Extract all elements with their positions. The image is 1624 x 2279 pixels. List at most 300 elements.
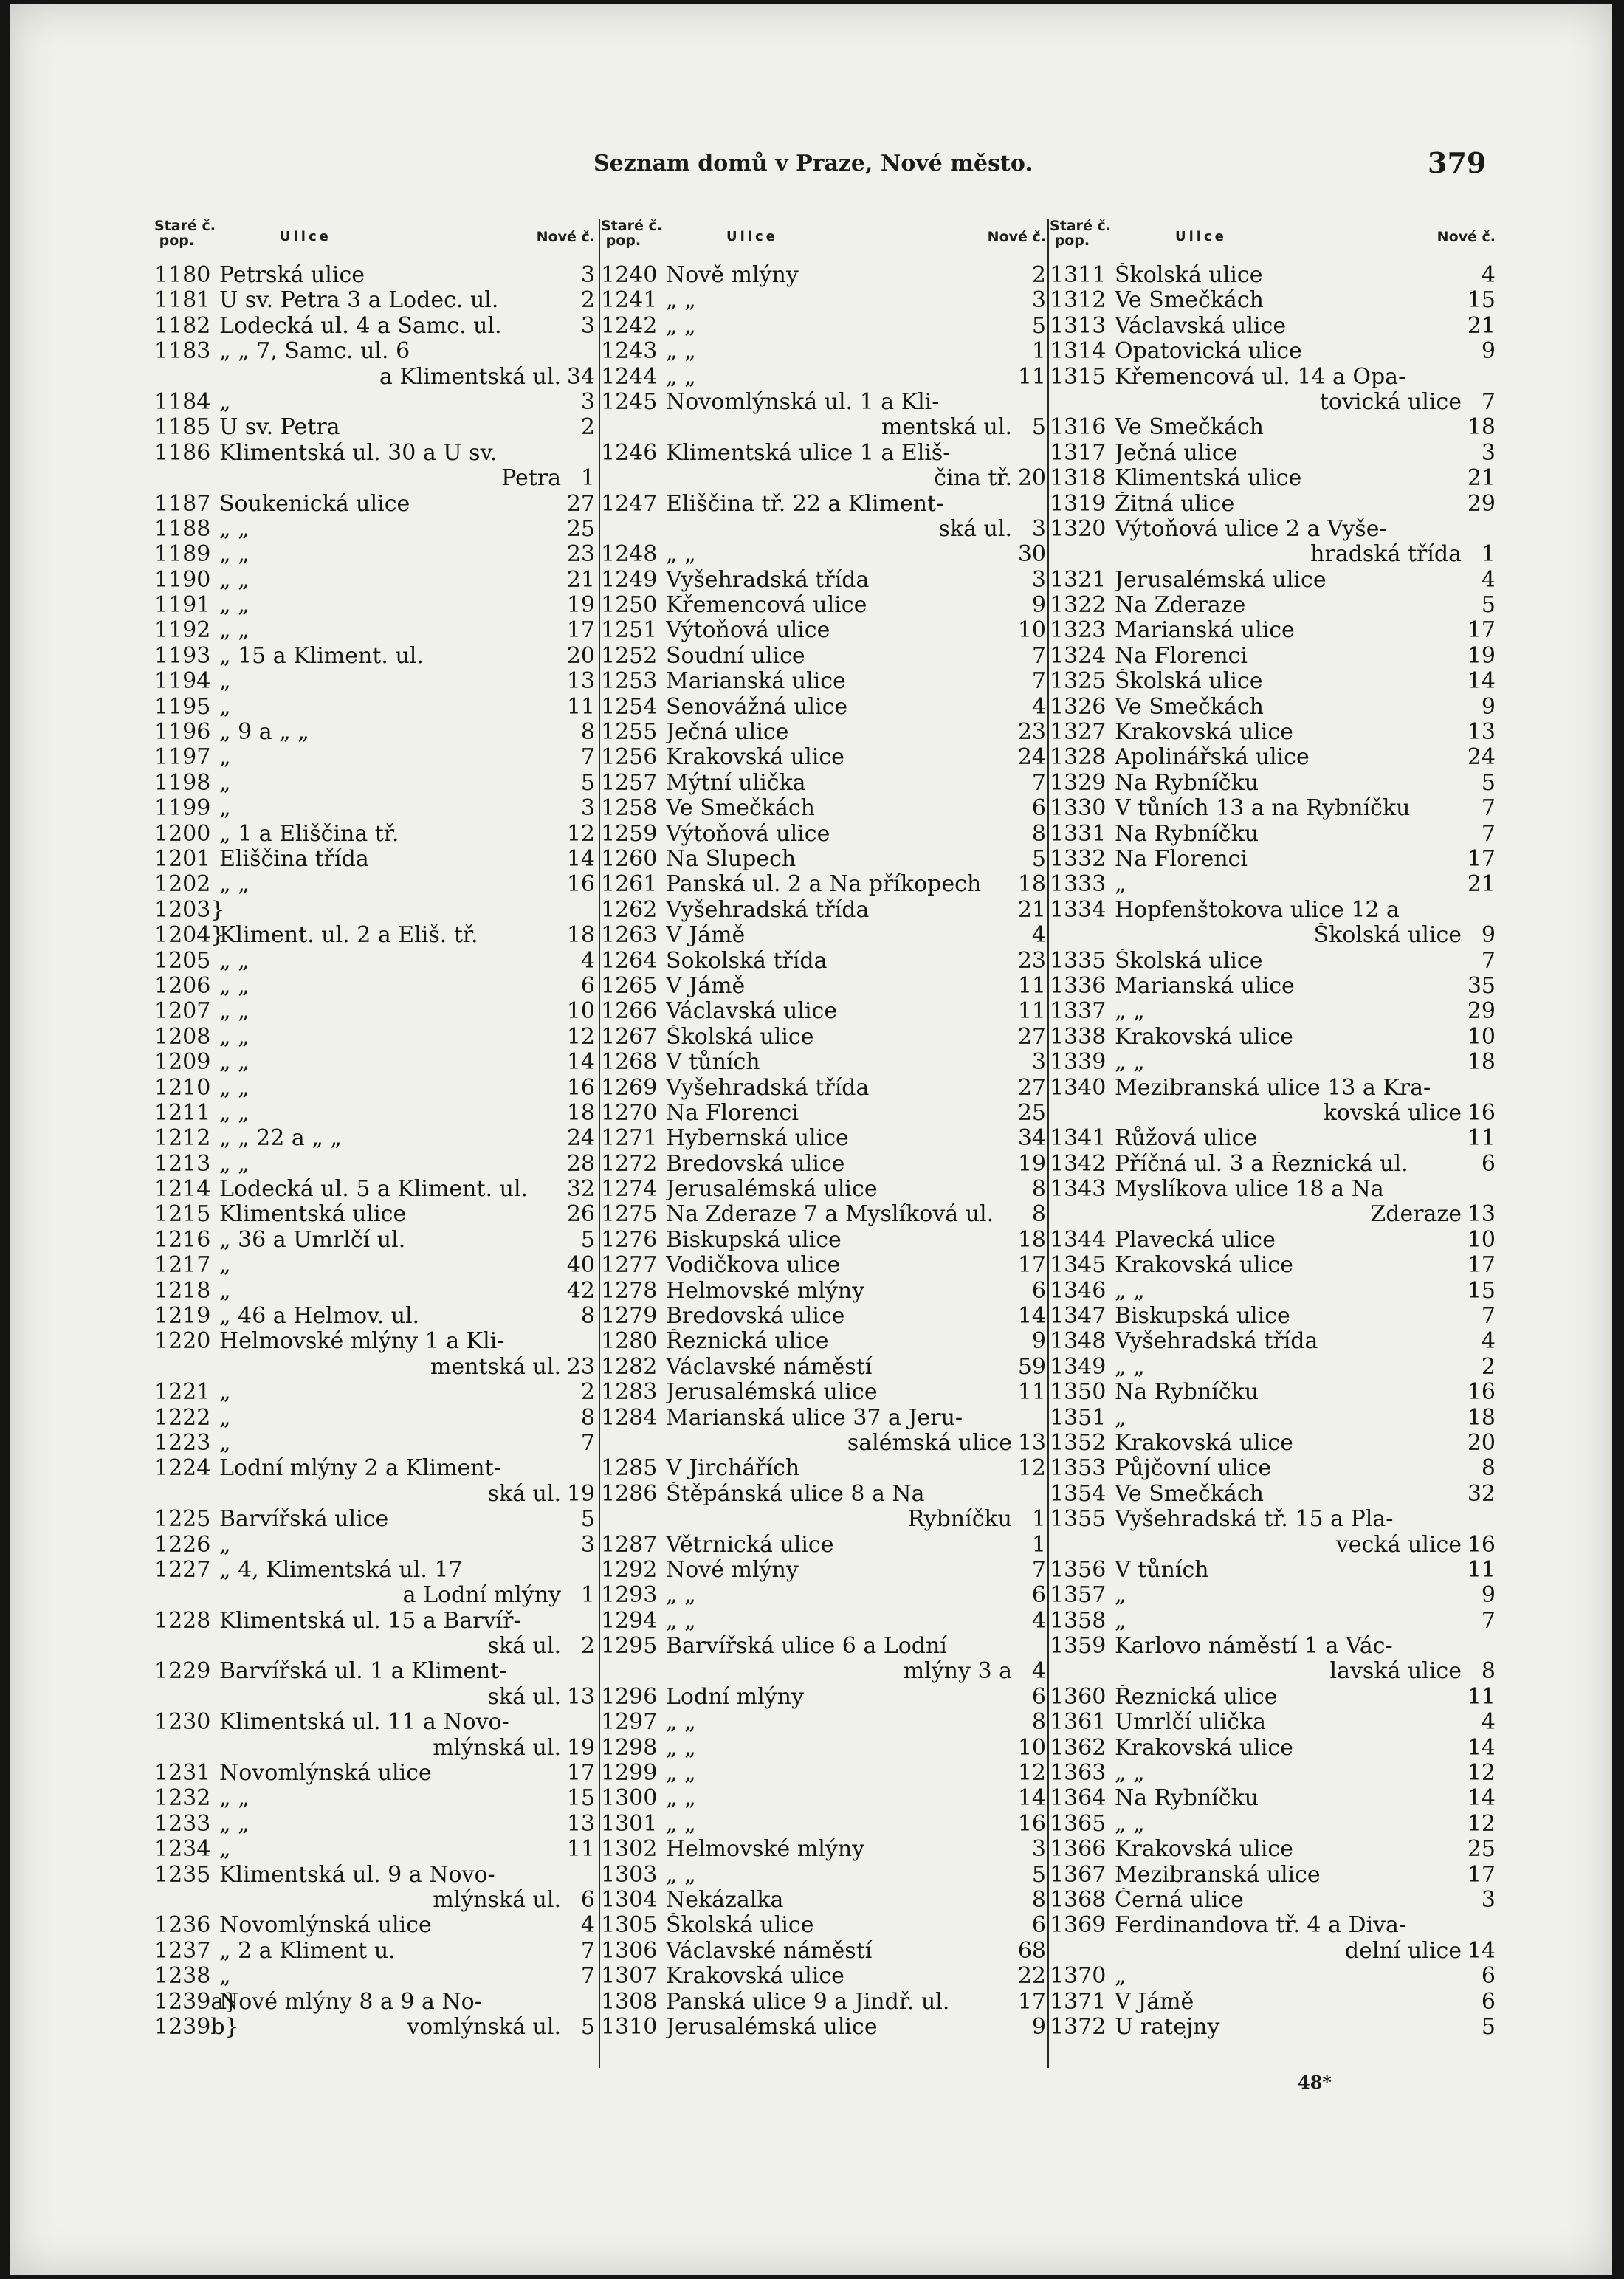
street-name: Vodičkova ulice <box>666 1253 841 1279</box>
house-row <box>1050 1329 1496 1354</box>
street-name: Na Zderaze 7 a Myslíková ul. <box>666 1202 994 1228</box>
street-name: Výtoňová ulice 2 a Vyše- <box>1115 516 1387 542</box>
house-row <box>601 517 1046 542</box>
house-row <box>601 1406 1046 1431</box>
house-row <box>154 1558 595 1583</box>
old-house-number: 1240 <box>601 262 658 288</box>
house-row <box>601 1431 1046 1456</box>
old-house-number: 1268 <box>601 1049 658 1076</box>
old-house-number: 1353 <box>1050 1455 1107 1482</box>
house-row <box>601 339 1046 364</box>
new-house-number: 19 <box>566 592 595 619</box>
street-name: lavská ulice <box>1329 1659 1462 1685</box>
house-row <box>1050 1076 1496 1101</box>
new-house-number: 32 <box>566 1176 595 1203</box>
street-name: „ <box>1115 1583 1126 1609</box>
street-name: Řeznická ulice <box>666 1329 829 1355</box>
old-house-number: 1229 <box>154 1658 211 1685</box>
street-name: „ <box>219 1532 231 1558</box>
street-name: Vyšehradská tř. 15 a Pla- <box>1115 1507 1394 1533</box>
street-name: „ „ <box>666 1735 696 1761</box>
house-row <box>154 314 595 339</box>
old-house-number: 1204} <box>154 922 225 949</box>
old-house-number: 1333 <box>1050 871 1107 898</box>
street-name: V Jámě <box>666 973 746 999</box>
new-house-number: 24 <box>1467 744 1496 771</box>
street-name: Jerusalémská ulice <box>666 1177 878 1203</box>
house-row <box>601 1837 1046 1862</box>
street-name: Krakovská ulice <box>1115 1024 1293 1050</box>
old-house-number: 1244 <box>601 363 658 390</box>
new-house-number: 19 <box>1017 1150 1046 1177</box>
old-house-number: 1213 <box>154 1150 211 1177</box>
house-row <box>154 288 595 313</box>
new-house-number: 4 <box>1031 1607 1046 1634</box>
street-name: Lodní mlýny <box>666 1684 804 1710</box>
header-stare-label: Staré č. <box>154 218 216 234</box>
street-name: Nově mlýny <box>666 263 799 288</box>
new-house-number: 8 <box>1031 1887 1046 1913</box>
old-house-number: 1184 <box>154 388 211 415</box>
street-name: Václavská ulice <box>666 999 838 1025</box>
street-name: „ „ <box>219 948 250 974</box>
new-house-number: 2 <box>580 1379 595 1406</box>
house-row <box>601 1101 1046 1126</box>
old-house-number: 1286 <box>601 1480 658 1507</box>
new-house-number: 14 <box>1467 1734 1496 1761</box>
new-house-number: 7 <box>580 744 595 771</box>
house-row <box>1050 517 1496 542</box>
old-house-number: 1369 <box>1050 1912 1107 1939</box>
old-house-number: 1307 <box>601 1963 658 1990</box>
street-name: U sv. Petra <box>219 415 340 441</box>
old-house-number: 1299 <box>601 1760 658 1787</box>
old-house-number: 1363 <box>1050 1760 1107 1787</box>
house-row <box>601 1990 1046 2015</box>
house-row <box>601 1786 1046 1811</box>
old-house-number: 1338 <box>1050 1023 1107 1050</box>
house-row <box>1050 1736 1496 1761</box>
street-name: „ 4, Klimentská ul. 17 <box>219 1557 463 1583</box>
house-row <box>154 1101 595 1126</box>
new-house-number: 17 <box>1467 1861 1496 1888</box>
old-house-number: 1237 <box>154 1937 211 1964</box>
new-house-number: 12 <box>566 1023 595 1050</box>
new-house-number: 7 <box>1481 1607 1496 1634</box>
street-name: Žitná ulice <box>1115 491 1235 517</box>
street-name: „ „ <box>666 1608 696 1634</box>
house-row <box>1050 999 1496 1024</box>
house-row <box>154 1406 595 1431</box>
house-row <box>1050 1990 1496 2015</box>
old-house-number: 1223 <box>154 1429 211 1456</box>
old-house-number: 1243 <box>601 338 658 365</box>
old-house-number: 1239a} <box>154 1988 238 2015</box>
house-row <box>154 415 595 440</box>
house-row <box>1050 1279 1496 1304</box>
new-house-number: 14 <box>1017 1785 1046 1812</box>
street-name: Ve Smečkách <box>1115 415 1264 441</box>
new-house-number: 20 <box>1017 465 1046 492</box>
street-name: Ve Smečkách <box>1115 1481 1264 1507</box>
new-house-number: 21 <box>566 566 595 593</box>
house-row <box>154 1202 595 1227</box>
house-row <box>601 390 1046 415</box>
street-name: Barvířská ulice <box>219 1507 389 1533</box>
new-house-number: 21 <box>1467 871 1496 898</box>
old-house-number: 1254 <box>601 693 658 720</box>
house-row <box>1050 898 1496 923</box>
street-name: Na Florenci <box>666 1100 799 1126</box>
house-row <box>154 1685 595 1710</box>
street-name: Na Rybníčku <box>1115 770 1259 796</box>
new-house-number: 23 <box>566 1353 595 1380</box>
old-house-number: 1235 <box>154 1861 211 1888</box>
new-house-number: 13 <box>566 668 595 695</box>
running-title: Seznam domů v Praze, Nové město. <box>593 151 1033 176</box>
street-name: „ „ <box>219 542 250 568</box>
house-row <box>154 1812 595 1837</box>
new-house-number: 18 <box>1467 414 1496 441</box>
house-row <box>601 365 1046 390</box>
street-name: Soudní ulice <box>666 643 805 669</box>
street-name: a Klimentská ul. <box>379 364 561 390</box>
street-name: čina tř. <box>934 466 1012 492</box>
street-name: Vyšehradská třída <box>666 567 870 593</box>
new-house-number: 34 <box>566 363 595 390</box>
street-name: „ „ <box>666 1583 696 1609</box>
house-row <box>601 593 1046 618</box>
house-row <box>1050 796 1496 821</box>
house-row <box>601 669 1046 694</box>
new-house-number: 16 <box>1017 1810 1046 1837</box>
house-row <box>154 263 595 288</box>
street-name: U ratejny <box>1115 2014 1220 2040</box>
street-name: Klimentská ul. 30 a U sv. <box>219 440 498 466</box>
old-house-number: 1221 <box>154 1379 211 1406</box>
street-name: Apolinářská ulice <box>1115 745 1310 771</box>
old-house-number: 1231 <box>154 1760 211 1787</box>
street-name: Na Rybníčku <box>1115 1380 1259 1406</box>
new-house-number: 27 <box>1017 1074 1046 1101</box>
old-house-number: 1277 <box>601 1252 658 1279</box>
new-house-number: 8 <box>580 1404 595 1431</box>
old-house-number: 1191 <box>154 592 211 619</box>
house-row <box>601 1482 1046 1507</box>
street-name: „ „ <box>666 1761 696 1787</box>
house-row <box>1050 466 1496 491</box>
house-row <box>154 720 595 745</box>
new-house-number: 21 <box>1017 896 1046 923</box>
street-name: „ <box>219 770 231 796</box>
new-house-number: 25 <box>1467 1836 1496 1863</box>
street-name: Ferdinandova tř. 4 a Diva- <box>1115 1913 1407 1939</box>
old-house-number: 1354 <box>1050 1480 1107 1507</box>
house-row <box>154 1177 595 1202</box>
house-row <box>154 1228 595 1253</box>
house-row <box>601 949 1046 974</box>
street-name: Jerusalémská ulice <box>666 1380 878 1406</box>
street-name: Školská ulice <box>1115 948 1263 974</box>
new-house-number: 6 <box>1031 795 1046 822</box>
street-name: Křemencová ulice <box>666 593 867 619</box>
old-house-number: 1339 <box>1050 1049 1107 1076</box>
new-house-number: 5 <box>580 1506 595 1533</box>
street-name: „ <box>1115 1608 1126 1634</box>
street-name: Opatovická ulice <box>1115 339 1302 365</box>
new-house-number: 14 <box>1467 1785 1496 1812</box>
house-row <box>601 1355 1046 1380</box>
old-house-number: 1265 <box>601 972 658 999</box>
street-name: mentská ul. <box>430 1354 561 1380</box>
street-name: Vyšehradská třída <box>666 1075 870 1101</box>
house-row <box>154 1279 595 1304</box>
house-row <box>1050 288 1496 313</box>
street-name: Mezibranská ulice 13 a Kra- <box>1115 1075 1431 1101</box>
street-name: „ „ <box>219 1024 250 1050</box>
new-house-number: 9 <box>1481 693 1496 720</box>
new-house-number: 4 <box>1031 693 1046 720</box>
old-house-number: 1336 <box>1050 972 1107 999</box>
old-house-number: 1348 <box>1050 1328 1107 1355</box>
house-row <box>154 847 595 872</box>
street-name: V Jámě <box>666 923 746 949</box>
house-row <box>1050 593 1496 618</box>
house-row <box>1050 1583 1496 1608</box>
house-row <box>154 1355 595 1380</box>
house-row <box>154 771 595 796</box>
house-row <box>154 1329 595 1354</box>
old-house-number: 1278 <box>601 1277 658 1304</box>
new-house-number: 21 <box>1467 465 1496 492</box>
house-row <box>1050 669 1496 694</box>
street-name: Panská ulice 9 a Jindř. ul. <box>666 1989 950 2015</box>
street-name: Ve Smečkách <box>1115 694 1264 720</box>
street-name: Školská ulice <box>1313 923 1462 949</box>
old-house-number: 1271 <box>601 1125 658 1152</box>
new-house-number: 11 <box>1017 1379 1046 1406</box>
street-name: „ „ <box>666 1710 696 1736</box>
new-house-number: 9 <box>1481 338 1496 365</box>
house-row <box>601 1279 1046 1304</box>
street-name: „ „ <box>666 1811 696 1837</box>
house-row <box>601 1558 1046 1583</box>
header-pop-label: pop. <box>605 233 641 249</box>
new-house-number: 18 <box>1017 871 1046 898</box>
street-name: Zderaze <box>1370 1202 1462 1228</box>
street-name: Umrlčí ulička <box>1115 1710 1266 1736</box>
street-name: „ <box>219 1430 231 1456</box>
street-name: „ <box>219 745 231 771</box>
old-house-number: 1259 <box>601 820 658 847</box>
house-row <box>1050 695 1496 720</box>
new-house-number: 20 <box>566 642 595 669</box>
old-house-number: 1329 <box>1050 769 1107 796</box>
street-name: hradská třída <box>1310 542 1462 568</box>
new-house-number: 6 <box>1481 1963 1496 1990</box>
house-row <box>601 1507 1046 1532</box>
house-row <box>1050 542 1496 567</box>
header-old-number <box>1050 219 1111 248</box>
street-name: delní ulice <box>1344 1938 1462 1964</box>
page <box>10 4 1612 2275</box>
street-name: Krakovská ulice <box>1115 1837 1293 1863</box>
new-house-number: 3 <box>580 1531 595 1558</box>
header-street: Ulice <box>1175 229 1227 244</box>
old-house-number: 1293 <box>601 1582 658 1609</box>
new-house-number: 6 <box>1031 1277 1046 1304</box>
house-row <box>1050 1939 1496 1964</box>
old-house-number: 1269 <box>601 1074 658 1101</box>
new-house-number: 7 <box>1031 769 1046 796</box>
street-name: „ <box>219 389 231 415</box>
old-house-number: 1230 <box>154 1709 211 1736</box>
house-row <box>1050 1761 1496 1786</box>
house-row <box>154 542 595 567</box>
new-house-number: 23 <box>1017 719 1046 746</box>
old-house-number: 1317 <box>1050 439 1107 466</box>
house-row <box>601 1939 1046 1964</box>
new-house-number: 42 <box>566 1277 595 1304</box>
old-house-number: 1295 <box>601 1633 658 1660</box>
house-row <box>154 1786 595 1811</box>
house-row <box>1050 1685 1496 1710</box>
new-house-number: 8 <box>1481 1658 1496 1685</box>
house-row <box>1050 339 1496 364</box>
street-name: Bredovská ulice <box>666 1151 845 1177</box>
street-name: kovská ulice <box>1323 1100 1462 1126</box>
old-house-number: 1183 <box>154 338 211 365</box>
new-house-number: 8 <box>1031 1176 1046 1203</box>
new-house-number: 17 <box>1467 845 1496 872</box>
street-name: Myslíkova ulice 18 a Na <box>1115 1177 1384 1203</box>
old-house-number: 1327 <box>1050 719 1107 746</box>
old-house-number: 1218 <box>154 1277 211 1304</box>
old-house-number: 1282 <box>601 1353 658 1380</box>
old-house-number: 1201 <box>154 845 211 872</box>
street-name: Marianská ulice 37 a Jeru- <box>666 1405 963 1431</box>
new-house-number: 18 <box>1017 1226 1046 1253</box>
house-row <box>154 1152 595 1177</box>
old-house-number: 1284 <box>601 1404 658 1431</box>
new-house-number: 13 <box>1467 719 1496 746</box>
street-name: Marianská ulice <box>1115 973 1295 999</box>
new-house-number: 16 <box>566 871 595 898</box>
old-house-number: 1368 <box>1050 1887 1107 1913</box>
new-house-number: 5 <box>1031 414 1046 441</box>
old-house-number: 1196 <box>154 719 211 746</box>
street-name: a Lodní mlýny <box>402 1583 561 1609</box>
old-house-number: 1285 <box>601 1455 658 1482</box>
old-house-number: 1352 <box>1050 1429 1107 1456</box>
street-name: „ „ <box>219 1786 250 1812</box>
house-row <box>154 745 595 770</box>
street-name: Ječná ulice <box>1115 440 1238 466</box>
house-row <box>1050 1253 1496 1278</box>
old-house-number: 1312 <box>1050 287 1107 314</box>
old-house-number: 1238 <box>154 1963 211 1990</box>
new-house-number: 3 <box>1031 287 1046 314</box>
house-row <box>1050 1863 1496 1888</box>
old-house-number: 1266 <box>601 998 658 1025</box>
new-house-number: 5 <box>580 2013 595 2040</box>
old-house-number: 1224 <box>154 1455 211 1482</box>
house-row <box>154 2015 595 2040</box>
house-row <box>601 847 1046 872</box>
old-house-number: 1364 <box>1050 1785 1107 1812</box>
street-name: mentská ul. <box>881 415 1012 441</box>
house-row <box>154 390 595 415</box>
house-row <box>601 1533 1046 1558</box>
old-house-number: 1346 <box>1050 1277 1107 1304</box>
new-house-number: 34 <box>1017 1125 1046 1152</box>
house-row <box>154 1482 595 1507</box>
street-name: Václavská ulice <box>1115 313 1287 339</box>
new-house-number: 2 <box>1031 262 1046 288</box>
page-number: 379 <box>1428 146 1487 179</box>
street-name: Biskupská ulice <box>1115 1304 1290 1330</box>
house-column-2 <box>601 219 1046 2064</box>
house-row <box>154 517 595 542</box>
old-house-number: 1228 <box>154 1607 211 1634</box>
new-house-number: 25 <box>1017 1099 1046 1126</box>
new-house-number: 22 <box>1017 1963 1046 1990</box>
header-stare-label: Staré č. <box>601 218 662 234</box>
old-house-number: 1297 <box>601 1709 658 1736</box>
old-house-number: 1326 <box>1050 693 1107 720</box>
house-row <box>154 339 595 364</box>
house-row <box>1050 492 1496 517</box>
house-row <box>601 1888 1046 1913</box>
old-house-number: 1328 <box>1050 744 1107 771</box>
old-house-number: 1321 <box>1050 566 1107 593</box>
new-house-number: 7 <box>1481 1303 1496 1330</box>
old-house-number: 1219 <box>154 1303 211 1330</box>
house-row <box>1050 771 1496 796</box>
street-name: V tůních 13 a na Rybníčku <box>1115 796 1411 822</box>
old-house-number: 1370 <box>1050 1963 1107 1990</box>
house-row <box>601 1329 1046 1354</box>
street-name: Na Slupech <box>666 846 796 872</box>
old-house-number: 1252 <box>601 642 658 669</box>
street-name: „ „ <box>219 973 250 999</box>
house-row <box>601 314 1046 339</box>
house-row <box>1050 1812 1496 1837</box>
old-house-number: 1207 <box>154 998 211 1025</box>
old-house-number: 1300 <box>601 1785 658 1812</box>
street-name: Marianská ulice <box>1115 618 1295 644</box>
old-house-number: 1226 <box>154 1531 211 1558</box>
house-row <box>1050 1406 1496 1431</box>
old-house-number: 1337 <box>1050 998 1107 1025</box>
street-name: „ „ <box>219 618 250 644</box>
street-name: vecká ulice <box>1335 1532 1462 1558</box>
house-row <box>1050 1533 1496 1558</box>
new-house-number: 1 <box>1481 541 1496 568</box>
house-row <box>601 263 1046 288</box>
house-row <box>154 1990 595 2015</box>
house-row <box>1050 1558 1496 1583</box>
street-name: Krakovská ulice <box>666 745 844 771</box>
house-row <box>1050 1431 1496 1456</box>
street-name: Helmovské mlýny <box>666 1837 865 1863</box>
new-house-number: 8 <box>580 719 595 746</box>
house-row <box>154 1837 595 1862</box>
old-house-number: 1320 <box>1050 515 1107 542</box>
old-house-number: 1242 <box>601 312 658 339</box>
old-house-number: 1253 <box>601 668 658 695</box>
house-row <box>1050 1786 1496 1811</box>
